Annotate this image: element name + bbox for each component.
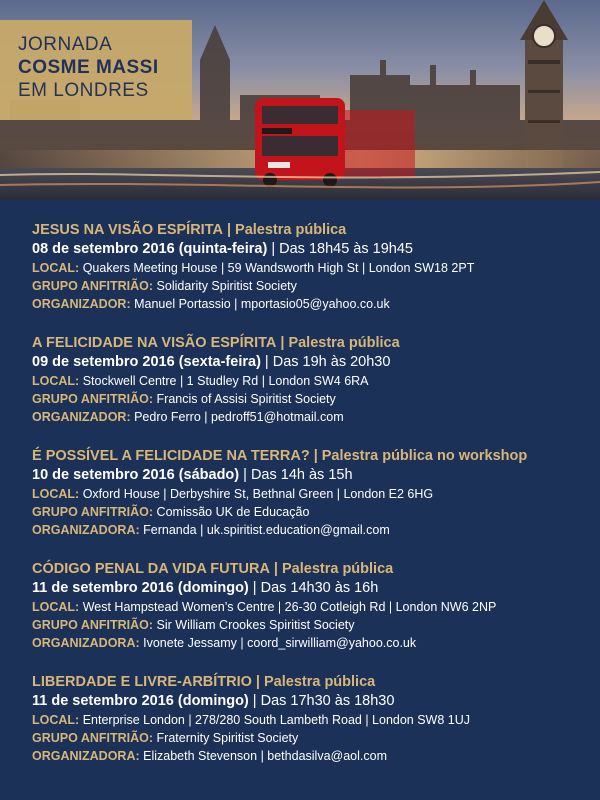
event-date: 08 de setembro 2016 (quinta-feira) | Das 18h45 às 19h45 [32,241,413,257]
event-host: GRUPO ANFITRIÃO: Comissão UK de Educação [32,505,310,519]
event-organizer: ORGANIZADOR: Pedro Ferro | pedroff51@hotmail.com [32,410,344,424]
header-photo [0,0,600,200]
event-host: GRUPO ANFITRIÃO: Fraternity Spiritist Society [32,731,299,745]
event-date: 10 de setembro 2016 (sábado) | Das 14h às 15h [32,467,353,483]
event-organizer: ORGANIZADORA: Ivonete Jessamy | coord_sirwilliam@yahoo.co.uk [32,636,417,650]
event-type: Palestra pública [281,561,394,577]
events-list [0,200,600,800]
event-organizer: ORGANIZADOR: Manuel Portassio | mportasio05@yahoo.co.uk [32,297,390,311]
event-date: 09 de setembro 2016 (sexta-feira) | Das 19h às 20h30 [32,354,391,370]
event-local: LOCAL: Enterprise London | 278/280 South Lambeth Road | London SW8 1UJ [32,713,471,727]
event-1 [32,222,592,311]
event-host: GRUPO ANFITRIÃO: Sir William Crookes Spiritist Society [32,618,355,632]
event-local: LOCAL: Oxford House | Derbyshire St, Bethnal Green | London E2 6HG [32,487,434,501]
event-title: A FELICIDADE NA VISÃO ESPÍRITA | Palestra pública [32,335,400,351]
event-local: LOCAL: Stockwell Centre | 1 Studley Rd | London SW4 6RA [32,374,369,388]
event-5 [32,674,592,763]
event-date: 11 de setembro 2016 (domingo) | Das 17h30 às 18h30 [32,693,395,709]
event-type: Palestra pública [235,222,347,238]
event-name: JESUS NA VISÃO ESPÍRITA [32,222,223,238]
event-local: LOCAL: West Hampstead Women’s Centre | 26-30 Cotleigh Rd | London NW6 2NP [32,600,497,614]
event-2 [32,335,592,424]
event-3 [32,448,592,537]
red-double-decker-bus [255,98,415,187]
event-title: LIBERDADE E LIVRE-ARBÍTRIO | Palestra pública [32,674,376,690]
event-type: Palestra pública [263,674,376,690]
title-line-2: COSME MASSI [18,57,159,78]
event-organizer: ORGANIZADORA: Fernanda | uk.spiritist.education@gmail.com [32,523,390,537]
event-local: LOCAL: Quakers Meeting House | 59 Wandsworth High St | London SW18 2PT [32,261,475,275]
event-name: A FELICIDADE NA VISÃO ESPÍRITA [32,335,277,351]
event-type: Palestra pública no workshop [321,448,528,464]
event-name: LIBERDADE E LIVRE-ARBÍTRIO [32,674,252,690]
event-title: É POSSÍVEL A FELICIDADE NA TERRA? | Palestra pública no workshop [32,448,528,464]
event-4 [32,561,592,650]
event-type: Palestra pública [288,335,400,351]
event-host: GRUPO ANFITRIÃO: Solidarity Spiritist Society [32,279,297,293]
event-name: CÓDIGO PENAL DA VIDA FUTURA [32,561,270,577]
title-line-1: JORNADA [18,34,113,55]
event-host: GRUPO ANFITRIÃO: Francis of Assisi Spiritist Society [32,392,336,406]
title-line-3: EM LONDRES [18,80,149,101]
event-title-box [0,20,192,120]
event-title: CÓDIGO PENAL DA VIDA FUTURA | Palestra pública [32,561,394,577]
event-name: É POSSÍVEL A FELICIDADE NA TERRA? [32,448,310,464]
event-organizer: ORGANIZADORA: Elizabeth Stevenson | bethdasilva@aol.com [32,749,387,763]
event-date: 11 de setembro 2016 (domingo) | Das 14h30 às 16h [32,580,379,596]
event-title: JESUS NA VISÃO ESPÍRITA | Palestra pública [32,222,347,238]
